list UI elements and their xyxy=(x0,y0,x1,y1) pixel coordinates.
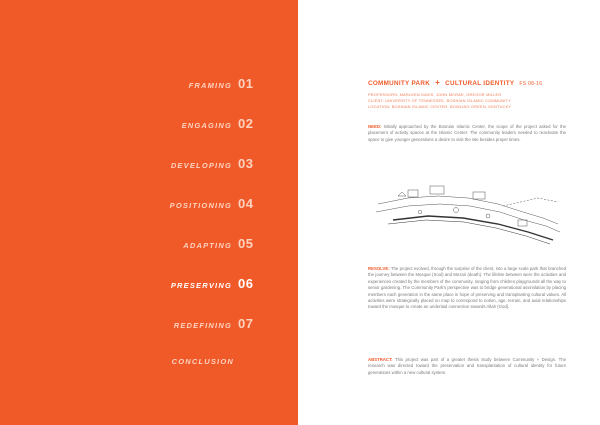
nav-item-preserving[interactable] xyxy=(171,276,260,291)
nav-label: POSITIONING xyxy=(169,201,232,210)
nav-item-engaging[interactable] xyxy=(182,116,260,131)
nav-number: 07 xyxy=(238,316,254,331)
nav-number: 06 xyxy=(238,276,254,291)
need-lead: NEED: xyxy=(368,124,382,129)
nav-label: FRAMING xyxy=(188,81,232,90)
nav-item-adapting[interactable] xyxy=(183,236,260,251)
nav-number: 05 xyxy=(238,236,254,251)
nav-item-redefining[interactable] xyxy=(174,316,260,331)
navigation-panel xyxy=(0,0,298,425)
nav-item-developing[interactable] xyxy=(171,156,260,171)
nav-number: 02 xyxy=(238,116,254,131)
need-paragraph xyxy=(368,124,566,143)
nav-item-framing[interactable] xyxy=(189,76,260,91)
meta-professors: PROFESSORS: MARLEEN DAVIS, JOHN MCRAE, GREGOR MILLER xyxy=(368,92,502,97)
project-title xyxy=(368,78,542,87)
title-right: CULTURAL IDENTITY xyxy=(445,80,515,87)
nav-label: REDEFINING xyxy=(173,321,232,330)
resolve-lead: RESOLVE: xyxy=(368,266,390,271)
abstract-paragraph xyxy=(368,357,566,376)
meta-location: LOCATION: BOSNIAN ISLAMIC CENTER, BOWLING GREEN, KENTUCKY xyxy=(368,104,512,109)
nav-label: PRESERVING xyxy=(170,281,232,290)
abstract-text: This project was part of a greater thesis study between Community + Design. The research was directed toward the preservation and transplantation of cultural identity for future generations within a new cultural system. xyxy=(368,357,566,375)
project-meta xyxy=(368,92,511,110)
resolve-paragraph xyxy=(368,266,566,311)
site-plan-drawing xyxy=(368,176,566,248)
project-tag: FS 08-16 xyxy=(519,81,543,87)
nav-label: DEVELOPING xyxy=(170,161,232,170)
nav-item-positioning[interactable] xyxy=(170,196,260,211)
plus-icon: + xyxy=(435,78,441,87)
meta-client: CLIENT: UNIVERSITY OF TENNESSEE, BOSNIAN ISLAMIC COMMUNITY xyxy=(368,98,511,103)
need-text: Initially approached by the Bosnian Islamic Center, the scope of the project asked for the placement of activity spaces at the Islamic Center. The community leaders needed to reactivate the space to give younger generations a desire to visit the site besides prayer times. xyxy=(368,124,566,142)
nav-number: 04 xyxy=(238,196,254,211)
resolve-text: The project evolved, through the surprise of the client, into a large scale park that branched the journey between the Mosque (Soul) and Mezari (death). The lifeline between were the activities and experiences created by the members of the community, ranging from children playgrounds all the way to senior gardening. The Community Park's perspective was to bridge generational assimilation by placing members each generation in the same place in hope of preserving and transplanting cultural values. All activities were strategically placed on map to correspond to notion, age, terrain, and axial relationships toward the mosque to create an underlaid connection towards Allah (God). xyxy=(368,266,566,310)
title-left: COMMUNITY PARK xyxy=(368,80,431,87)
nav-number: 03 xyxy=(238,156,254,171)
nav-label: ENGAGING xyxy=(181,121,232,130)
nav-item-conclusion[interactable] xyxy=(172,357,234,366)
nav-label: CONCLUSION xyxy=(171,357,234,366)
abstract-lead: ABSTRACT: xyxy=(368,357,393,362)
nav-number: 01 xyxy=(238,76,254,91)
nav-label: ADAPTING xyxy=(183,241,232,250)
